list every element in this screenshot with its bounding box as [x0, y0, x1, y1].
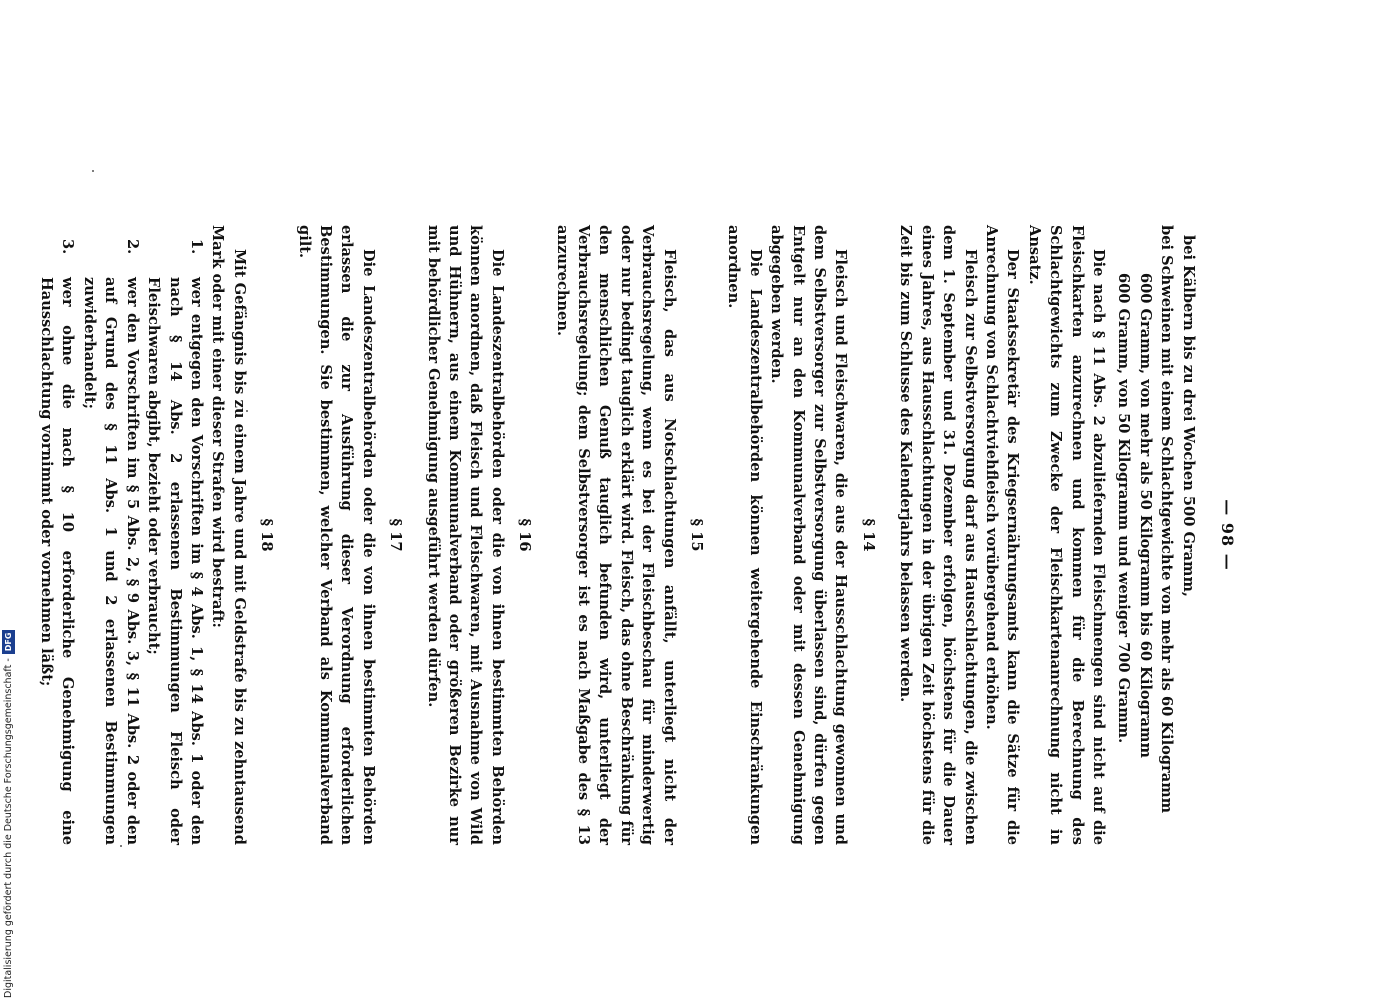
- item-text: wer den Vorschriften im § 5 Abs. 2, § 9 Abs. 3, § 11 Abs. 2 oder den auf Grund des § 11 Abs. 1 und 2 erlassenen Bestimmungen zuwiderhandelt;: [80, 277, 141, 845]
- section-heading: § 16: [516, 518, 534, 552]
- paragraph: Die nach § 11 Abs. 2 abzuliefernden Fleischmengen sind nicht auf die Fleischkarten anzurechnen und kommen für die Berechnung des Schlachtgewichts zum Zwecke der Fleischkartenanrechnung nicht in Ansatz.: [1025, 225, 1107, 845]
- credit-text: Digitalisierung gefördert durch die Deutsche Forschungsgemeinschaft -: [3, 658, 14, 998]
- paragraph: Die Landeszentralbehörden können weitergehende Einschränkungen anordnen.: [725, 225, 764, 845]
- intro-line: 600 Gramm, von 50 Kilogramm und weniger 700 Gramm.: [1115, 273, 1133, 744]
- section-15: [551, 225, 707, 845]
- penalty-item: [79, 225, 143, 845]
- paragraph: Die Landeszentralbehörden oder die von ihnen bestimmten Behörden erlassen die zur Ausführung dieser Verordnung erforderlichen Bestimmungen. Sie bestimmen, welcher Verband als Kommunalverband gilt.: [295, 225, 377, 845]
- penalty-item: [36, 225, 79, 845]
- page-number: — 98 —: [1218, 499, 1237, 571]
- section-heading: § 17: [387, 518, 405, 552]
- section-18: [36, 225, 277, 845]
- section-14: [723, 225, 879, 845]
- item-number: 2.: [123, 239, 141, 255]
- penalty-item: [143, 225, 207, 845]
- intro-line: bei Schweinen mit einem Schlachtgewichte von mehr als 60 Kilogramm: [1158, 225, 1176, 814]
- item-text: wer ohne die nach § 10 erforderliche Genehmigung eine Hausschlachtung vornimmt oder vornehmen läßt;: [38, 277, 77, 845]
- dfg-logo: DFG: [2, 630, 15, 655]
- section-heading: § 18: [258, 518, 276, 552]
- section-16: [422, 225, 535, 845]
- item-number: 1.: [187, 239, 205, 255]
- paragraph: Mit Gefängnis bis zu einem Jahre und mit Geldstrafe bis zu zehntausend Mark oder mit einer dieser Strafen wird bestraft:: [209, 225, 248, 845]
- paragraph: Fleisch, das aus Notschlachtungen anfällt, unterliegt nicht der Verbrauchsregelung, wenn es bei der Fleischbeschau für minderwertig oder nur bedingt tauglich erklärt wird. Fleisch, das ohne Beschränkung für den menschlichen Genuß tauglich befunden wird, unterliegt der Verbrauchsregelung; dem Selbstversorger ist es nach Maßgabe des § 13 anzurechnen.: [553, 225, 678, 845]
- paragraph: Fleisch zur Selbstversorgung darf aus Hausschlachtungen, die zwischen dem 1. September und 31. Dezember erfolgen, höchstens für die Dauer eines Jahres, aus Hausschlachtungen in der übrigen Zeit höchstens für die Zeit bis zum Schlusse des Kalenderjahrs belassen werden.: [897, 225, 979, 845]
- section-17: [293, 225, 406, 845]
- item-number: 3.: [59, 239, 77, 255]
- item-text: wer entgegen den Vorschriften im § 4 Abs. 1, § 14 Abs. 1 oder den nach § 14 Abs. 2 erlassenen Bestimmungen Fleisch oder Fleischwaren abgibt, bezieht oder verbraucht;: [145, 277, 205, 845]
- intro-line: bei Kälbern bis zu drei Wochen 500 Gramm,: [1179, 235, 1197, 598]
- intro-line: 600 Gramm, von mehr als 50 Kilogramm bis 60 Kilogramm: [1136, 273, 1154, 758]
- paragraph: Fleisch und Fleischwaren, die aus der Hausschlachtung gewonnen und dem Selbstversorger zur Selbstversorgung überlassen sind, dürfen gegen Entgelt nur an den Kommunalverband oder mit dessen Genehmigung abgegeben werden.: [768, 225, 850, 845]
- section-heading: § 15: [688, 518, 706, 552]
- section-heading: § 14: [859, 518, 877, 552]
- page-content: [36, 225, 1238, 845]
- paragraph: Die Landeszentralbehörden oder die von ihnen bestimmten Behörden können anordnen, daß Fleisch und Fleischwaren, mit Ausnahme von Wild und Hühnern, aus einem Kommunalverband oder größeren Bezirke nur mit behördlicher Genehmigung ausgeführt werden dürfen.: [424, 225, 506, 845]
- paragraph: Der Staatssekretär des Kriegsernährungsamts kann die Sätze für die Anrechnung von Schlachtviehfleisch vorübergehend erhöhen.: [982, 225, 1022, 845]
